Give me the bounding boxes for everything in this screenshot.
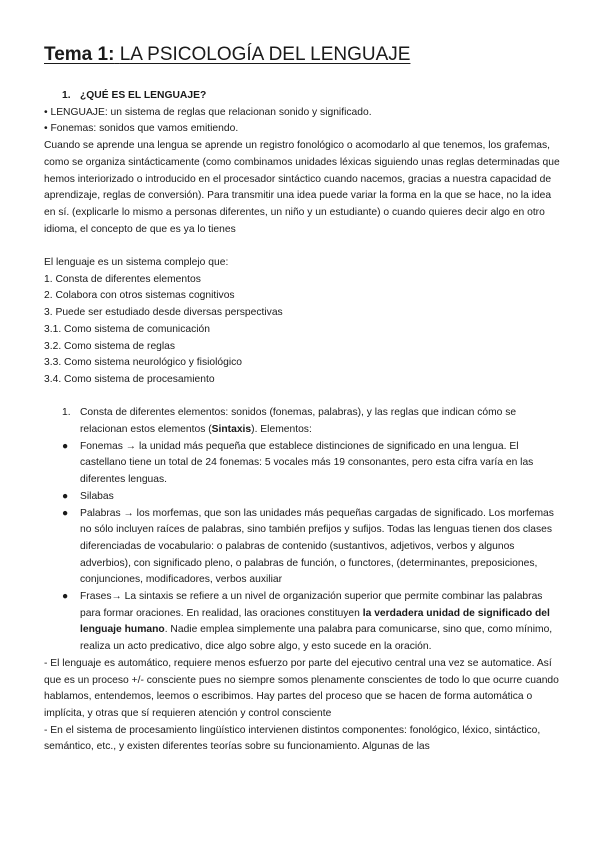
complex-intro: El lenguaje es un sistema complejo que: bbox=[44, 257, 229, 269]
definition-lenguaje: • LENGUAJE: un sistema de reglas que relacionan sonido y significado. bbox=[44, 106, 372, 118]
document-body bbox=[44, 88, 564, 756]
frases-emphasis: la verdadera unidad de significado del lenguaje humano bbox=[80, 607, 550, 636]
automatic-paragraph: - El lenguaje es automático, requiere menos esfuerzo por parte del ejecutivo central una vez se automatice. Así que es un proceso +/- consciente pues no siempre somos plenamente conscientes de todo lo que ocurre cuando hablamos, entendemos, leemos o escribimos. Hay partes del proceso que se hacen de forma automática o implícita, y otras que sí requieren atención y control consciente bbox=[44, 657, 559, 719]
outline-item: 1. Consta de diferentes elementos bbox=[44, 273, 201, 285]
bullet-frases-text: Frases→ La sintaxis se refiere a un nivel de organización superior que permite combinar las palabras para formar oraciones. En realidad, las oraciones constituyen la verdadera unidad de significado del lenguaje humano. Nadie emplea simplemente una palabra para comunicarse, sino que, como mínimo, realiza un acto predicativo, dice algo sobre algo, y esto sucede en la oración. bbox=[80, 591, 553, 653]
outline-item: 3.2. Como sistema de reglas bbox=[44, 340, 176, 352]
title-main: LA PSICOLOGÍA DEL LENGUAJE bbox=[119, 44, 411, 65]
outline-item: 2. Colabora con otros sistemas cognitivos bbox=[44, 290, 235, 302]
sintaxis-term: Sintaxis bbox=[211, 424, 252, 436]
intro-paragraph: Cuando se aprende una lengua se aprende un registro fonológico o acomodarlo al que tenemos, los grafemas, como se organiza sintácticamente (como combinamos unidades léxicas siguiendo unas reglas determinadas que hemos interiorizado o introducido en el procesador sintáctico cuando nacemos, gracias a nuestra capacidad de aprendizaje, reglas de conversión). Para transmitir una idea puede variar la forma en la que se hace, no la idea en sí. (explicarle lo mismo a personas diferentes, un niño y un estudiante) o cuando quieres decir algo en otro idioma, el concepto de que es ya lo tienes bbox=[44, 140, 560, 235]
elements-number: 1. bbox=[62, 407, 71, 419]
outline-item: 3.4. Como sistema de procesamiento bbox=[44, 373, 215, 385]
page-title bbox=[44, 42, 410, 68]
outline-item: 3.1. Como sistema de comunicación bbox=[44, 323, 210, 335]
elements-item bbox=[44, 405, 564, 438]
bullet-fonemas-text: Fonemas → la unidad más pequeña que establece distinciones de significado en una lengua. El castellano tiene un total de 24 fonemas: 5 vocales más 19 consonantes, pero esta cifra varía en las diferentes lenguas. bbox=[80, 440, 534, 486]
bullet-dot-icon: ● bbox=[62, 591, 69, 603]
bullet-frases bbox=[44, 589, 564, 656]
bullet-dot-icon: ● bbox=[62, 440, 69, 452]
bullet-dot-icon: ● bbox=[62, 490, 69, 502]
bullet-silabas bbox=[44, 489, 564, 506]
bullet-dot-icon: ● bbox=[62, 507, 69, 519]
section-heading bbox=[44, 88, 564, 105]
section-heading-text: ¿QUÉ ES EL LENGUAJE? bbox=[80, 90, 207, 101]
section-number: 1. bbox=[62, 90, 71, 101]
outline-item: 3. Puede ser estudiado desde diversas perspectivas bbox=[44, 307, 283, 319]
bullet-palabras bbox=[44, 506, 564, 590]
elements-text: Consta de diferentes elementos: sonidos (fonemas, palabras), y las reglas que indican cómo se relacionan estos elementos (Sintaxis). Elementos: bbox=[80, 407, 517, 436]
title-prefix: Tema 1: bbox=[44, 44, 115, 65]
processing-paragraph: - En el sistema de procesamiento lingüístico intervienen distintos componentes: fonológico, léxico, sintáctico, semántico, etc., y existen diferentes teorías sobre su funcionamiento. Algunas de las bbox=[44, 724, 541, 753]
bullet-palabras-text: Palabras → los morfemas, que son las unidades más pequeñas cargadas de significado. Los morfemas no sólo incluyen raíces de palabras, sino también prefijos y sufijos. Todas las lenguas tienen dos clases diferenciadas de vocabulario: o palabras de contenido (sustantivos, adjetivos, verbos y algunos adverbios), con significado pleno, o palabras de función, o functores, (determinantes, preposiciones, conjunciones, modificadores, verbos auxiliar bbox=[80, 507, 554, 586]
bullet-silabas-text: Silabas bbox=[80, 490, 114, 502]
definition-fonemas: • Fonemas: sonidos que vamos emitiendo. bbox=[44, 123, 239, 135]
outline-item: 3.3. Como sistema neurológico y fisiológico bbox=[44, 357, 243, 369]
bullet-fonemas bbox=[44, 439, 564, 489]
